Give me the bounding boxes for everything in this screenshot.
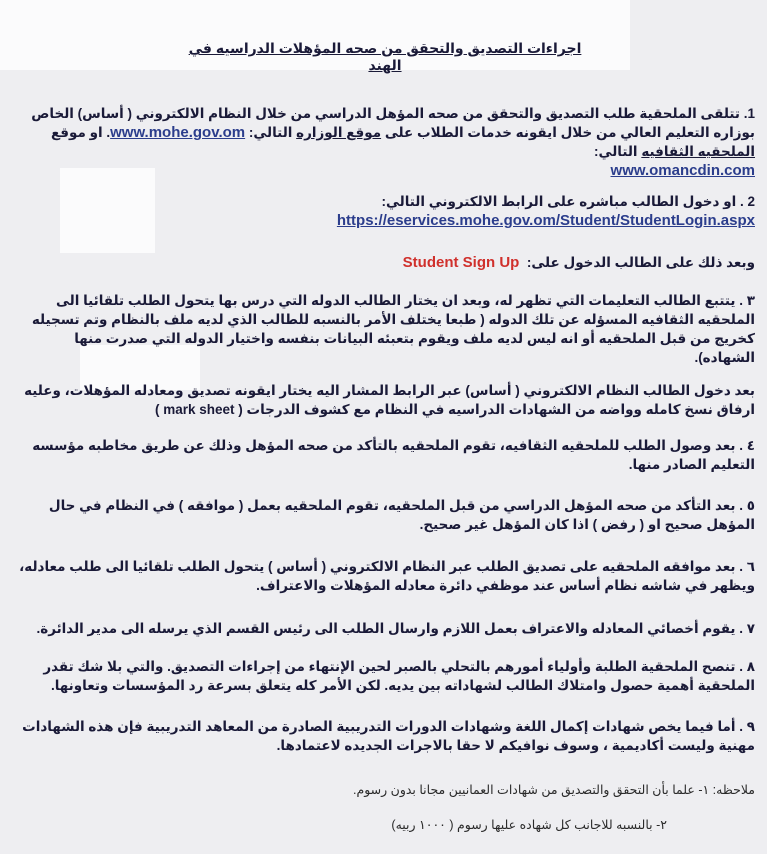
- step-1-text-b: التالي:: [248, 125, 293, 140]
- eservices-link[interactable]: https://eservices.mohe.gov.om/Student/StudentLogin.aspx: [336, 212, 755, 229]
- step-3b: [14, 381, 755, 419]
- step-4: ٤ . بعد وصول الطلب للملحقيه الثقافيه، تقوم الملحقيه بالتأكد من صحه المؤهل وذلك عن طريق مخاطبه مؤسسه التعليم الصادر منها.: [32, 438, 755, 472]
- step-3b-text: بعد دخول الطالب النظام الالكتروني ( أساس) عبر الرابط المشار اليه يختار ايقونه تصديق ومعادله المؤهلات، وعليه ارفاق نسخ كامله وواضه من الشهادات الدراسيه في النظام مع كشوف الدرجات (: [24, 383, 755, 417]
- step-6: ٦ . بعد موافقه الملحقيه على تصديق الطلب عبر النظام الالكتروني ( أساس ) يتحول الطلب تلقائيا الى طلب معادله، ويظهر في شاشه نظام أساس عند موظفي دائرة معادله المؤهلات والاعتراف.: [19, 559, 755, 593]
- step-9: ٩ . أما فيما يخص شهادات إكمال اللغة وشهادات الدورات التدريبية الصادرة من المعاهد التدريبية فإن هذه الشهادات مهنية وليست أكاديمية ، وسوف نوافيكم لا حقا بالاجرات الجديده لاعتمادها.: [22, 719, 755, 753]
- signup-line: [14, 253, 755, 272]
- step-5: ٥ . بعد التأكد من صحه المؤهل الدراسي من قبل الملحقيه، تقوم الملحقيه بعمل ( موافقه ) في النظام في حال المؤهل صحيح او ( رفض ) اذا كان المؤهل غير صحيح.: [48, 498, 755, 532]
- step-1-text-c: . او موقع: [50, 125, 111, 140]
- mohe-link[interactable]: www.mohe.gov.om: [110, 124, 246, 141]
- step-8: ٨ . تنصح الملحقية الطلبة وأولياء أمورهم بالتحلي بالصبر لحين الإنتهاء من إجراءات التصديق. والتي بلا شك تقدر الملحقية أهمية حصول وامتلاك الطالب لشهاداته بين يديه. لكن الأمر كله يتعلق بسرعة رد المؤسسات وتعاونها.: [43, 659, 755, 693]
- step-1-text: 1. تتلقى الملحقية طلب التصديق والتحقق من صحه المؤهل الدراسي من خلال النظام الالكتروني ( أساس) الخاص بوزاره التعليم العالي من خلال ايقونه خدمات الطلاب على: [31, 106, 755, 140]
- mark-sheet-label: mark sheet: [163, 402, 235, 417]
- step-2-text: 2 . او دخول الطالب مباشره على الرابط الالكتروني التالي:: [381, 194, 755, 209]
- document-title: اجراءات التصديق والتحقق من صحه المؤهلات الدراسيه في الهند: [188, 40, 582, 73]
- student-sign-up-label: Student Sign Up: [402, 254, 520, 271]
- attache-label: الملحقيه الثقافيه: [641, 144, 755, 159]
- step-1-text-d: التالي:: [594, 144, 638, 159]
- step-3: ٣ . يتتبع الطالب التعليمات التي تظهر له، وبعد ان يختار الطالب الدوله التي درس بها يتحول الطلب تلقائيا الى الملحقيه الثقافيه المسؤله عن تلك الدوله ( طبعا يختلف الأمر بالنسبه للطالب الذي لديه ملف بالنظام وتم تسجيله كخريج من قبل الملحقيه أو انه ليس لديه ملف ويقوم بتعبئه البيانات بنفسه واختيار الدوله التي صدرت منها الشهاده).: [31, 293, 755, 365]
- step-2: [14, 192, 755, 230]
- note-1: ملاحظه: ١- علما بأن التحقق والتصديق من شهادات العمانيين مجانا بدون رسوم.: [352, 783, 755, 797]
- step-7: ٧ . يقوم أخصائي المعادله والاعتراف بعمل اللازم وارسال الطلب الى رئيس القسم الذي يرسله الى مدير الدائرة.: [36, 621, 755, 636]
- note-2: ٢- بالنسبه للاجانب كل شهاده عليها رسوم ( ١٠٠٠ ربيه): [391, 818, 667, 832]
- omancdin-link[interactable]: www.omancdin.com: [610, 162, 755, 179]
- ministry-site-label: موقع الوزاره: [296, 125, 382, 140]
- step-1: [14, 104, 755, 180]
- step-3b-close: ): [154, 402, 160, 417]
- signup-text: وبعد ذلك على الطالب الدخول على:: [526, 255, 755, 270]
